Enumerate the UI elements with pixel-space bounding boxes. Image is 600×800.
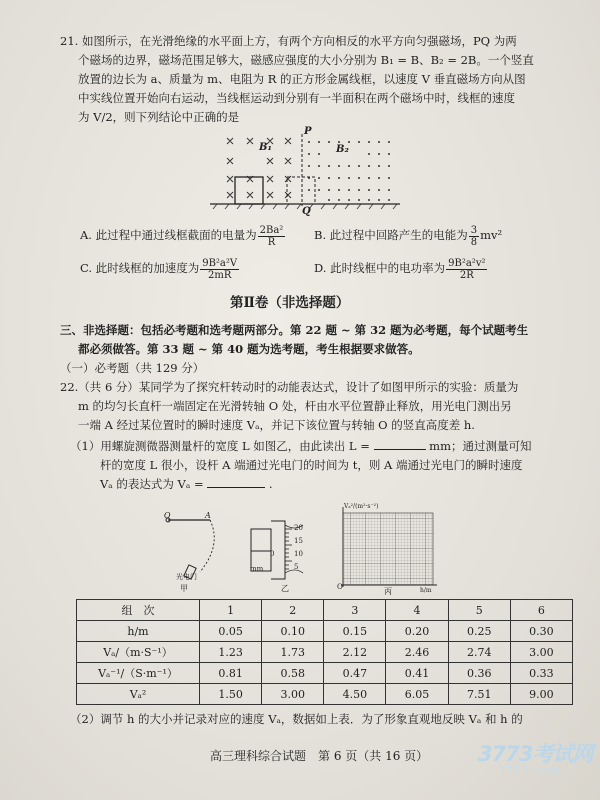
table-row	[77, 684, 573, 705]
section-intro-2: 都必须做答。第 33 题 ~ 第 40 题为选考题，考生根据要求做答。	[78, 342, 420, 356]
fig-jia-a: A	[205, 511, 211, 520]
table-cell: Vₐ²	[77, 684, 200, 705]
figure-bing-graph	[335, 503, 440, 595]
fig-jia-o: O	[164, 511, 171, 520]
answer-blank-l	[374, 438, 426, 450]
watermark-logo: 3773考试网	[478, 742, 593, 766]
table-cell: 2.74	[448, 642, 510, 663]
watermark-url: 3773.com	[498, 764, 561, 777]
option-a: A. 此过程中通过线框截面的电量为 $\frac{\text{2Ba²}}{R}$	[80, 224, 284, 248]
table-cell: 6.05	[386, 684, 448, 705]
graph-ylabel: Vₐ²/(m²·s⁻²)	[344, 503, 379, 510]
graph-xlabel: h/m	[420, 587, 432, 594]
table-row	[77, 663, 573, 684]
q22-line-2: m 的均匀长直杆一端固定在光滑转轴 O 处，杆由水平位置静止释放，用光电门测出另	[78, 399, 512, 413]
required-heading: （一）必考题（共 129 分）	[60, 361, 205, 375]
fig-jia-gate-label: 光电门	[176, 573, 197, 581]
q22-line-3: 一端 A 经过某位置时的瞬时速度 Vₐ，并记下该位置与转轴 O 的竖直高度差 h.	[78, 418, 475, 432]
q22-part1-line-2: 杆的宽度 L 很小，设杆 A 端通过光电门的时间为 t，则 A 端通过光电门的瞬时速度	[100, 458, 523, 472]
table-cell: 0.10	[262, 621, 324, 642]
table-cell: 3.00	[262, 684, 324, 705]
table-row	[77, 621, 573, 642]
q22-part1-line-3: Vₐ 的表达式为 Vₐ = .	[100, 477, 273, 491]
table-header-cell: 1	[200, 600, 262, 621]
table-cell: 1.50	[200, 684, 262, 705]
wire-frame-dashed	[287, 177, 315, 204]
table-cell: 0.47	[324, 663, 386, 684]
table-cell: 0.41	[386, 663, 448, 684]
label-b1: B₁	[259, 142, 272, 153]
table-cell: 4.50	[324, 684, 386, 705]
graph-origin: O	[337, 583, 343, 591]
tick-5: 5	[294, 563, 299, 571]
fig-jia-caption: 甲	[180, 584, 188, 593]
table-cell: 0.58	[262, 663, 324, 684]
table-header-cell: 4	[386, 600, 448, 621]
section-intro-1: 三、非选择题：包括必考题和选考题两部分。第 22 题 ~ 第 32 题为必考题，每个试题考生	[60, 323, 529, 337]
label-p: P	[304, 126, 312, 137]
option-c: C. 此时线框的加速度为 $\frac{\text{9B²a²V}}{2mR}$	[80, 257, 238, 281]
q22-part1-line-1: （1）用螺旋测微器测量杆的宽度 L 如图乙，由此读出 L = mm；通过测量可知	[70, 439, 532, 453]
q21-line-5: 为 V/2，则下列结论中正确的是	[78, 110, 240, 124]
section-title: 第Ⅱ卷（非选择题）	[230, 295, 350, 311]
fig-yi-mm: mm	[250, 565, 264, 573]
table-header-cell: 5	[448, 600, 510, 621]
table-cell: 0.25	[448, 621, 510, 642]
table-row	[77, 642, 573, 663]
tick-10: 10	[294, 550, 303, 558]
answer-blank-va	[207, 476, 265, 488]
wire-frame-solid	[235, 177, 263, 204]
table-cell: 1.73	[262, 642, 324, 663]
table-cell: 2.12	[324, 642, 386, 663]
table-cell: 0.20	[386, 621, 448, 642]
tick-20: 20	[294, 524, 303, 532]
table-header-cell: 2	[262, 600, 324, 621]
table-cell: h/m	[77, 621, 200, 642]
table-header-cell: 3	[324, 600, 386, 621]
table-cell: 0.33	[510, 663, 572, 684]
fig-yi-caption: 乙	[281, 584, 289, 593]
q22-line-1: 22.（共 6 分）某同学为了探究杆转动时的动能表达式，设计了如图甲所示的实验：质量为	[60, 380, 519, 394]
table-cell: 3.00	[510, 642, 572, 663]
table-cell: 0.36	[448, 663, 510, 684]
table-cell: 0.30	[510, 621, 572, 642]
table-cell: Vₐ/（m·S⁻¹）	[77, 642, 200, 663]
table-header-cell: 组 次	[77, 600, 200, 621]
data-table	[76, 599, 573, 705]
fig-bing-caption: 丙	[384, 587, 392, 596]
option-b: B. 此过程中回路产生的电能为 $\frac{3}{8}$ mv²	[314, 224, 503, 248]
table-cell: 7.51	[448, 684, 510, 705]
table-cell: 2.46	[386, 642, 448, 663]
tick-15: 15	[294, 537, 303, 545]
figure-yi-micrometer	[245, 513, 315, 593]
table-cell: 9.00	[510, 684, 572, 705]
q21-line-3: 放置的边长为 a、质量为 m、电阻为 R 的正方形金属线框，以速度 V 垂直磁场方向从图	[78, 72, 526, 86]
table-cell: Vₐ⁻¹/（S·m⁻¹）	[77, 663, 200, 684]
label-b2: B₂	[336, 144, 349, 155]
q21-line-2: 个磁场的边界，磁场范围足够大，磁感应强度的大小分别为 B₁ = B、B₂ = 2B。一个竖直	[78, 53, 534, 67]
tick-0: 0	[270, 550, 275, 558]
q21-line-1: 21. 如图所示，在光滑绝缘的水平面上方，有两个方向相反的水平方向匀强磁场，PQ 为两	[60, 34, 517, 48]
option-d: D. 此时线框中的电功率为 $\frac{\text{9B²a²v²}}{2R}$	[314, 257, 486, 281]
table-cell: 0.05	[200, 621, 262, 642]
table-cell: 0.81	[200, 663, 262, 684]
table-cell: 0.15	[324, 621, 386, 642]
q21-line-4: 中实线位置开始向右运动，当线框运动到分别有一半面积在两个磁场中时，线框的速度	[78, 91, 515, 105]
figure-jia-rod	[160, 510, 235, 595]
label-q: Q	[302, 206, 311, 217]
page-footer: 高三理科综合试题 第 6 页（共 16 页）	[210, 749, 429, 763]
table-header-row	[77, 600, 573, 621]
table-header-cell: 6	[510, 600, 572, 621]
field-b2-dot-marks	[308, 141, 390, 201]
q22-part2: （2）调节 h 的大小并记录对应的速度 Vₐ，数据如上表．为了形象直观地反映 Vₐ 和 h 的	[70, 712, 523, 726]
table-cell: 1.23	[200, 642, 262, 663]
